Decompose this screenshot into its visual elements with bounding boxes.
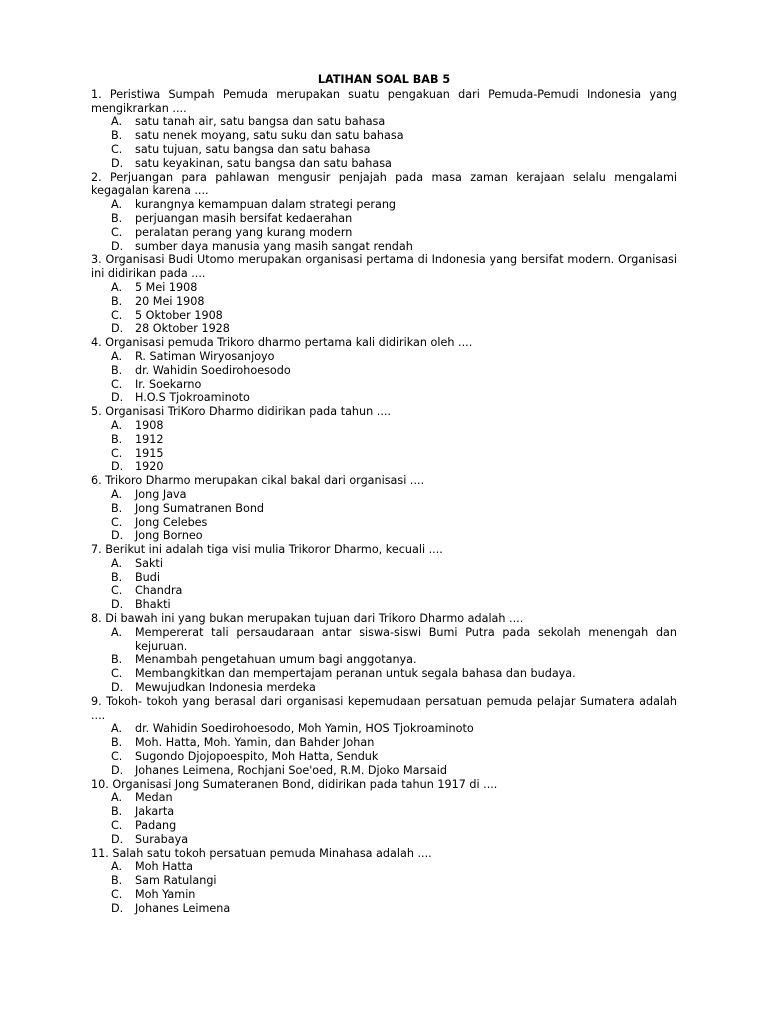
option-letter: C.: [111, 225, 123, 239]
option-letter: B.: [111, 874, 123, 888]
option-letter: A.: [111, 115, 123, 129]
question-text: 8. Di bawah ini yang bukan merupakan tujuan dari Trikoro Dharmo adalah ....: [91, 612, 524, 626]
option-text: satu nenek moyang, satu suku dan satu bahasa: [135, 129, 404, 143]
option-letter: A.: [111, 625, 123, 639]
question-item: [91, 405, 677, 474]
option-item: [91, 598, 677, 612]
option-item: [91, 584, 677, 598]
option-text: Membangkitkan dan mempertajam peranan untuk segala bahasa dan budaya.: [135, 667, 576, 681]
question-text: 7. Berikut ini adalah tiga visi mulia Trikoror Dharmo, kecuali ....: [91, 543, 443, 557]
option-list: [91, 722, 677, 777]
option-text: 5 Mei 1908: [135, 280, 198, 294]
question-item: [91, 253, 677, 336]
question-item: [91, 336, 677, 405]
question-item: [91, 778, 677, 847]
question-text: 10. Organisasi Jong Sumateranen Bond, didirikan pada tahun 1917 di ....: [91, 777, 498, 791]
option-letter: A.: [111, 722, 123, 736]
question-text: 9. Tokoh- tokoh yang berasal dari organisasi kepemudaan persatuan pemuda pelajar Sumatera adalah ....: [91, 694, 677, 722]
question-text: 3. Organisasi Budi Utomo merupakan organisasi pertama di Indonesia yang bersifat modern. Organisasi ini didirikan pada ....: [91, 253, 677, 281]
option-item: [91, 391, 677, 405]
option-text: satu keyakinan, satu bangsa dan satu bahasa: [135, 156, 392, 170]
option-letter: B.: [111, 129, 123, 143]
option-text: Johanes Leimena: [135, 901, 231, 915]
option-letter: D.: [111, 239, 124, 253]
question-text: 5. Organisasi TriKoro Dharmo didirikan pada tahun ....: [91, 405, 391, 419]
option-text: Medan: [135, 791, 173, 805]
option-text: dr. Wahidin Soedirohoesodo: [135, 363, 291, 377]
option-list: [91, 557, 677, 612]
option-letter: D.: [111, 391, 124, 405]
option-text: Jong Sumatranen Bond: [135, 501, 265, 515]
option-list: [91, 281, 677, 336]
option-item: [91, 309, 677, 323]
option-item: [91, 502, 677, 516]
option-text: 1915: [135, 446, 164, 460]
option-text: 5 Oktober 1908: [135, 308, 223, 322]
document-title: LATIHAN SOAL BAB 5: [317, 73, 451, 86]
option-letter: D.: [111, 598, 124, 612]
option-letter: D.: [111, 681, 124, 695]
option-text: 1908: [135, 418, 164, 432]
option-text: 20 Mei 1908: [135, 294, 205, 308]
option-letter: A.: [111, 556, 123, 570]
option-letter: C.: [111, 584, 123, 598]
option-text: Moh Hatta: [135, 860, 194, 874]
option-item: [91, 681, 677, 695]
question-text: 4. Organisasi pemuda Trikoro dharmo pertama kali didirikan oleh ....: [91, 336, 473, 350]
option-item: [91, 115, 677, 129]
question-item: [91, 847, 677, 916]
option-item: [91, 378, 677, 392]
option-item: [91, 653, 677, 667]
question-text: 11. Salah satu tokoh persatuan pemuda Minahasa adalah ....: [91, 846, 432, 860]
option-text: Mewujudkan Indonesia merdeka: [135, 681, 316, 695]
option-text: Chandra: [135, 584, 183, 598]
option-item: [91, 322, 677, 336]
option-text: Padang: [135, 819, 177, 833]
option-text: Ir. Soekarno: [135, 377, 202, 391]
option-text: satu tujuan, satu bangsa dan satu bahasa: [135, 142, 371, 156]
option-list: [91, 115, 677, 170]
option-item: [91, 157, 677, 171]
option-text: satu tanah air, satu bangsa dan satu bahasa: [135, 115, 386, 129]
option-item: [91, 722, 677, 736]
option-text: Surabaya: [135, 832, 189, 846]
option-letter: C.: [111, 888, 123, 902]
option-text: 28 Oktober 1928: [135, 322, 230, 336]
option-item: [91, 874, 677, 888]
option-letter: C.: [111, 377, 123, 391]
option-letter: B.: [111, 805, 123, 819]
option-item: [91, 226, 677, 240]
option-list: [91, 860, 677, 915]
option-letter: B.: [111, 736, 123, 750]
question-text: 1. Peristiwa Sumpah Pemuda merupakan suatu pengakuan dari Pemuda-Pemudi Indonesia yang mengikrarkan ....: [91, 87, 677, 115]
option-text: Johanes Leimena, Rochjani Soe'oed, R.M. Djoko Marsaid: [135, 763, 447, 777]
question-item: [91, 474, 677, 543]
option-item: [91, 240, 677, 254]
option-letter: D.: [111, 901, 124, 915]
question-item: [91, 171, 677, 254]
option-letter: A.: [111, 860, 123, 874]
question-item: [91, 695, 677, 778]
option-item: [91, 819, 677, 833]
option-item: [91, 667, 677, 681]
option-item: [91, 129, 677, 143]
option-list: [91, 791, 677, 846]
option-text: Jong Borneo: [135, 529, 203, 543]
option-item: [91, 198, 677, 212]
option-letter: D.: [111, 529, 124, 543]
option-list: [91, 626, 677, 695]
question-list: [91, 88, 677, 916]
option-letter: C.: [111, 750, 123, 764]
option-text: perjuangan masih bersifat kedaerahan: [135, 211, 353, 225]
option-letter: D.: [111, 156, 124, 170]
option-item: [91, 736, 677, 750]
option-text: R. Satiman Wiryosanjoyo: [135, 349, 275, 363]
option-item: [91, 488, 677, 502]
option-item: [91, 888, 677, 902]
option-letter: C.: [111, 819, 123, 833]
option-list: [91, 419, 677, 474]
question-item: [91, 88, 677, 171]
option-letter: A.: [111, 487, 123, 501]
option-item: [91, 764, 677, 778]
option-letter: C.: [111, 515, 123, 529]
option-item: [91, 833, 677, 847]
option-text: Sam Ratulangi: [135, 874, 217, 888]
question-item: [91, 612, 677, 695]
option-item: [91, 516, 677, 530]
option-list: [91, 350, 677, 405]
option-item: [91, 350, 677, 364]
option-item: [91, 212, 677, 226]
option-item: [91, 557, 677, 571]
option-item: [91, 460, 677, 474]
option-letter: A.: [111, 418, 123, 432]
option-text: Bhakti: [135, 598, 171, 612]
option-text: Jakarta: [135, 805, 175, 819]
option-letter: A.: [111, 280, 123, 294]
option-letter: A.: [111, 791, 123, 805]
option-text: 1920: [135, 460, 164, 474]
option-letter: C.: [111, 446, 123, 460]
question-item: [91, 543, 677, 612]
option-item: [91, 626, 677, 654]
option-list: [91, 488, 677, 543]
option-text: dr. Wahidin Soedirohoesodo, Moh Yamin, HOS Tjokroaminoto: [135, 722, 474, 736]
option-text: Moh. Hatta, Moh. Yamin, dan Bahder Johan: [135, 736, 375, 750]
option-item: [91, 750, 677, 764]
option-letter: A.: [111, 349, 123, 363]
option-letter: D.: [111, 763, 124, 777]
option-item: [91, 281, 677, 295]
option-item: [91, 529, 677, 543]
option-letter: C.: [111, 308, 123, 322]
option-text: Mempererat tali persaudaraan antar siswa-siswi Bumi Putra pada sekolah menengah dan kejuruan.: [135, 625, 677, 653]
option-text: Menambah pengetahuan umum bagi anggotanya.: [135, 653, 417, 667]
question-text: 6. Trikoro Dharmo merupakan cikal bakal dari organisasi ....: [91, 474, 425, 488]
option-letter: D.: [111, 460, 124, 474]
option-text: Budi: [135, 570, 160, 584]
option-text: Jong Celebes: [135, 515, 208, 529]
option-item: [91, 364, 677, 378]
option-letter: D.: [111, 832, 124, 846]
option-text: peralatan perang yang kurang modern: [135, 225, 353, 239]
option-item: [91, 805, 677, 819]
option-item: [91, 433, 677, 447]
option-item: [91, 447, 677, 461]
option-text: sumber daya manusia yang masih sangat rendah: [135, 239, 413, 253]
option-letter: B.: [111, 211, 123, 225]
option-item: [91, 791, 677, 805]
option-text: Sakti: [135, 556, 163, 570]
option-item: [91, 860, 677, 874]
option-list: [91, 198, 677, 253]
option-text: Moh Yamin: [135, 888, 196, 902]
option-letter: B.: [111, 294, 123, 308]
option-letter: D.: [111, 322, 124, 336]
option-text: 1912: [135, 432, 164, 446]
option-item: [91, 419, 677, 433]
option-letter: B.: [111, 363, 123, 377]
option-letter: B.: [111, 653, 123, 667]
option-text: Sugondo Djojopoespito, Moh Hatta, Senduk: [135, 750, 379, 764]
option-text: Jong Java: [135, 487, 187, 501]
option-text: kurangnya kemampuan dalam strategi perang: [135, 198, 397, 212]
option-letter: A.: [111, 198, 123, 212]
option-letter: B.: [111, 570, 123, 584]
option-item: [91, 295, 677, 309]
option-letter: B.: [111, 501, 123, 515]
option-text: H.O.S Tjokroaminoto: [135, 391, 250, 405]
option-letter: C.: [111, 142, 123, 156]
option-letter: C.: [111, 667, 123, 681]
question-text: 2. Perjuangan para pahlawan mengusir penjajah pada masa zaman kerajaan selalu mengalami kegagalan karena ....: [91, 170, 677, 198]
option-item: [91, 143, 677, 157]
option-item: [91, 902, 677, 916]
option-letter: B.: [111, 432, 123, 446]
option-item: [91, 571, 677, 585]
